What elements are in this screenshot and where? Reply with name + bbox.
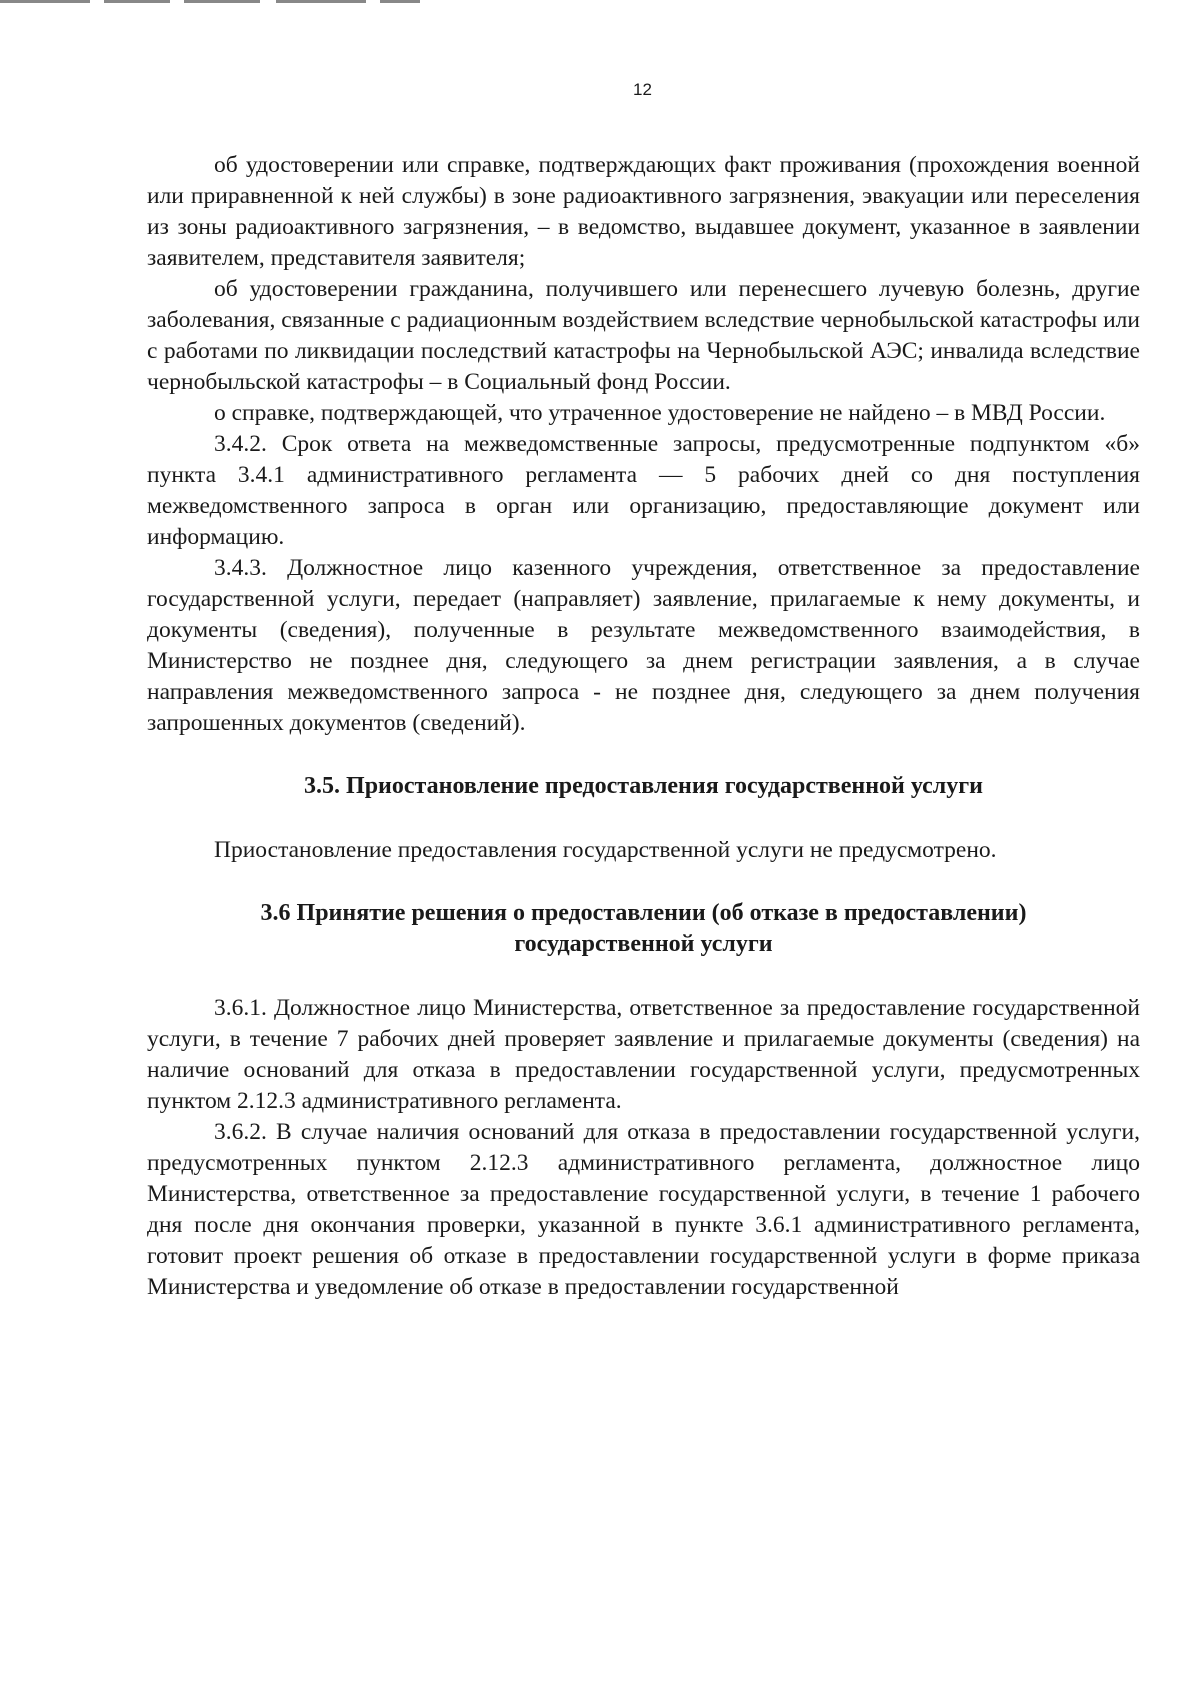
paragraph-certificate-residence: об удостоверении или справке, подтверждающих факт проживания (прохождения военной или приравненной к ней службы) в зоне радиоактивного загрязнения, эвакуации или переселения из зоны радиоактивного загрязнения, – в ведомство, выдавшее документ, указанное в заявлении заявителем, представителя заявителя; xyxy=(147,152,1140,271)
section-title-3-6-line-2: государственной услуги xyxy=(514,931,773,957)
document-body xyxy=(147,150,1140,1303)
paragraph-lost-certificate: о справке, подтверждающей, что утраченное удостоверение не найдено – в МВД России. xyxy=(214,400,1106,426)
section-title-3-6-line-1: 3.6 Принятие решения о предоставлении (об отказе в предоставлении) xyxy=(260,900,1027,926)
scan-edge-mark xyxy=(0,0,420,3)
paragraph-3-6-2: 3.6.2. В случае наличия оснований для отказа в предоставлении государственной услуги, предусмотренных пунктом 2.12.3 административного регламента, должностное лицо Министерства, ответственное за предоставление государственной услуги, в течение 1 рабочего дня после дня окончания проверки, указанной в пункте 3.6.1 административного регламента, готовит проект решения об отказе в предоставлении государственной услуги в форме приказа Министерства и уведомление об отказе в предоставлении государственной xyxy=(147,1119,1140,1300)
paragraph-3-5: Приостановление предоставления государственной услуги не предусмотрено. xyxy=(214,837,997,863)
section-title-3-5: 3.5. Приостановление предоставления государственной услуги xyxy=(304,773,983,799)
page-number: 12 xyxy=(633,80,652,99)
paragraph-3-6-1: 3.6.1. Должностное лицо Министерства, ответственное за предоставление государственной услуги, в течение 7 рабочих дней проверяет заявление и прилагаемые документы (сведения) на наличие оснований для отказа в предоставлении государственной услуги, предусмотренных пунктом 2.12.3 административного регламента. xyxy=(147,995,1140,1114)
paragraph-3-4-2: 3.4.2. Срок ответа на межведомственные запросы, предусмотренные подпунктом «б» пункта 3.4.1 административного регламента — 5 рабочих дней со дня поступления межведомственного запроса в орган или организацию, предоставляющие документ или информацию. xyxy=(147,431,1140,550)
paragraph-certificate-chernobyl: об удостоверении гражданина, получившего или перенесшего лучевую болезнь, другие заболевания, связанные с радиационным воздействием вследствие чернобыльской катастрофы или с работами по ликвидации последствий катастрофы на Чернобыльской АЭС; инвалида вследствие чернобыльской катастрофы – в Социальный фонд России. xyxy=(147,276,1140,395)
paragraph-3-4-3: 3.4.3. Должностное лицо казенного учреждения, ответственное за предоставление государственной услуги, передает (направляет) заявление, прилагаемые к нему документы, и документы (сведения), полученные в результате межведомственного взаимодействия, в Министерство не позднее дня, следующего за днем регистрации заявления, а в случае направления межведомственного запроса - не позднее дня, следующего за днем получения запрошенных документов (сведений). xyxy=(147,555,1140,736)
section-title-3-6 xyxy=(147,898,1140,960)
